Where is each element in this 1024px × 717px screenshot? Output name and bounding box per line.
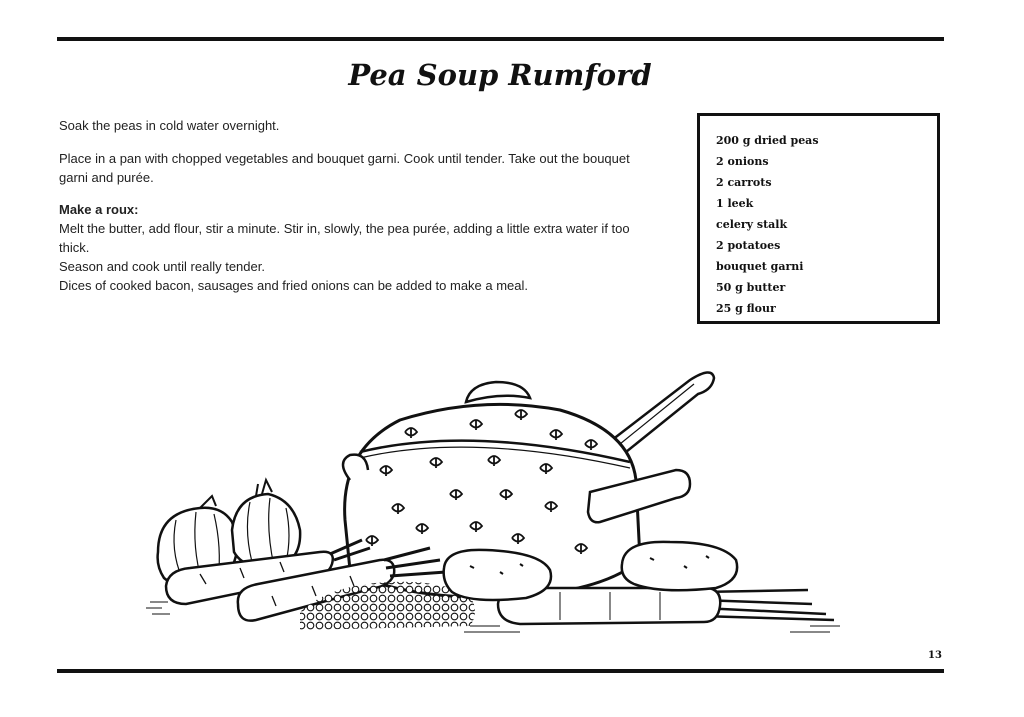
instruction-roux: Melt the butter, add flour, stir a minute. Stir in, slowly, the pea purée, adding a little extra water if too thick. <box>59 221 630 255</box>
roux-heading: Make a roux: <box>59 202 139 217</box>
title-text: Pea Soup Rumford <box>348 58 652 92</box>
ingredient-item: bouquet garni <box>716 260 804 273</box>
ingredient-item: 2 potatoes <box>716 239 781 252</box>
ingredient-item: 200 g dried peas <box>716 134 819 147</box>
instruction-season: Season and cook until really tender. <box>59 259 265 274</box>
bottom-rule <box>57 669 944 673</box>
ingredient-item: 2 onions <box>716 155 769 168</box>
ingredient-item: 50 g butter <box>716 281 786 294</box>
ingredient-item: 25 g flour <box>716 302 776 315</box>
instruction-serving: Dices of cooked bacon, sausages and fried onions can be added to make a meal. <box>59 278 529 293</box>
ingredient-item: 1 leek <box>716 197 754 210</box>
ladle-icon <box>612 372 714 452</box>
ingredient-item: 2 carrots <box>716 176 772 189</box>
instruction-soak: Soak the peas in cold water overnight. <box>59 118 280 133</box>
instruction-cook: Place in a pan with chopped vegetables and bouquet garni. Cook until tender. Take out the bouquet garni and purée. <box>59 151 630 185</box>
page-number: 13 <box>928 650 942 661</box>
ingredient-item: celery stalk <box>716 218 788 231</box>
